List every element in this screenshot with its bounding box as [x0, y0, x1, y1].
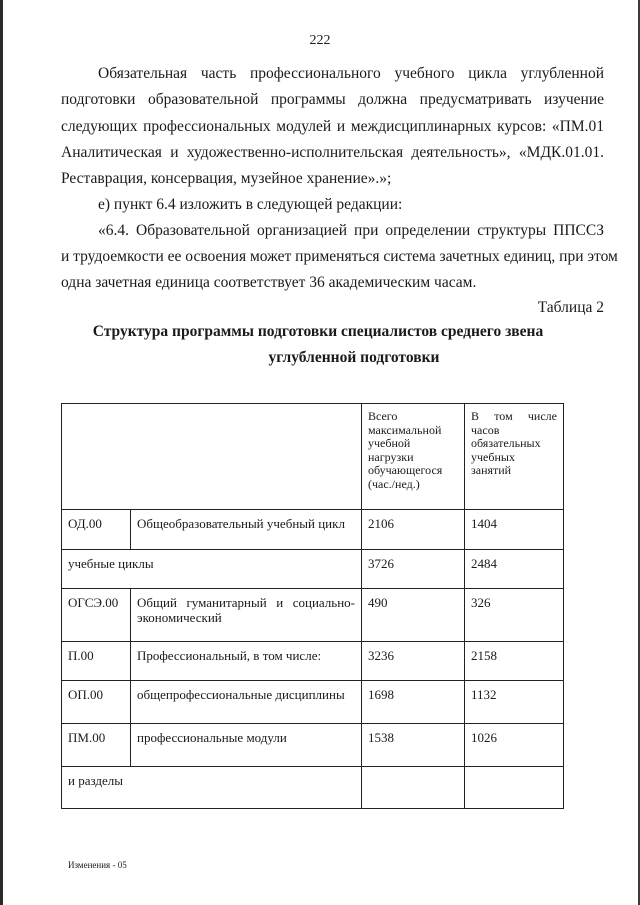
row-total: 490: [362, 589, 465, 642]
row-name: Общеобразовательный учебный цикл: [131, 510, 362, 550]
row-name: Профессиональный, в том числе:: [131, 642, 362, 681]
row-total: 2106: [362, 510, 465, 550]
row-mandatory: 2158: [465, 642, 564, 681]
header-empty-cell: [62, 404, 362, 510]
row-name: общепрофессиональные дисциплины: [131, 681, 362, 724]
row-total: 3236: [362, 642, 465, 681]
row-code: ОД.00: [62, 510, 131, 550]
table-header-row: [62, 404, 564, 510]
header-total-load: Всего максимальной учебной нагрузки обучающегося (час./нед.): [362, 404, 465, 510]
row-mandatory: 2484: [465, 550, 564, 589]
scan-edge-left: [0, 0, 3, 905]
heading-line-2: углубленной подготовки: [268, 349, 440, 366]
table-row: [62, 681, 564, 724]
row-mandatory: 1026: [465, 724, 564, 767]
header-mandatory-hours: В том числе часов обязательных учебных занятий: [465, 404, 564, 510]
table-label: Таблица 2: [537, 299, 604, 316]
row-mandatory: 326: [465, 589, 564, 642]
row-merged-label: учебные циклы: [62, 550, 362, 589]
row-code: ПМ.00: [62, 724, 131, 767]
paragraph-1-line-3: следующих профессиональных модулей и междисциплинарных курсов: «ПМ.01: [61, 118, 604, 135]
paragraph-1-line-2: подготовки образовательной программы должна предусматривать изучение: [61, 91, 604, 108]
row-mandatory: [465, 767, 564, 809]
table-row: [62, 724, 564, 767]
heading-line-1: Структура программы подготовки специалистов среднего звена: [92, 323, 544, 340]
table-row: [62, 642, 564, 681]
row-mandatory: 1404: [465, 510, 564, 550]
row-code: ОГСЭ.00: [62, 589, 131, 642]
table-row: [62, 589, 564, 642]
row-mandatory: 1132: [465, 681, 564, 724]
paragraph-2-line-1: «6.4. Образовательной организацией при определении структуры ППССЗ: [98, 222, 604, 239]
row-code: П.00: [62, 642, 131, 681]
row-merged-label: и разделы: [62, 767, 362, 809]
structure-table: [61, 403, 564, 809]
row-total: 1698: [362, 681, 465, 724]
paragraph-1-line-5: Реставрация, консервация, музейное хранение».»;: [61, 170, 392, 187]
row-name: профессиональные модули: [131, 724, 362, 767]
paragraph-1-line-1: Обязательная часть профессионального учебного цикла углубленной: [98, 65, 604, 82]
row-name: Общий гуманитарный и социально- экономический: [131, 589, 362, 642]
paragraph-1-line-4: Аналитическая и художественно-исполнительская деятельность», «МДК.01.01.: [61, 144, 604, 161]
paragraph-2-line-2: и трудоемкости ее освоения может применяться система зачетных единиц, при этом: [61, 248, 618, 265]
row-total: [362, 767, 465, 809]
row-code: ОП.00: [62, 681, 131, 724]
table-row: [62, 510, 564, 550]
table-row: [62, 767, 564, 809]
footer-note: Изменения - 05: [68, 860, 127, 870]
row-total: 3726: [362, 550, 465, 589]
item-e: е) пункт 6.4 изложить в следующей редакции:: [98, 196, 403, 213]
row-total: 1538: [362, 724, 465, 767]
table-row: [62, 550, 564, 589]
page-number: 222: [309, 33, 331, 48]
paragraph-2-line-3: одна зачетная единица соответствует 36 академическим часам.: [61, 274, 477, 291]
